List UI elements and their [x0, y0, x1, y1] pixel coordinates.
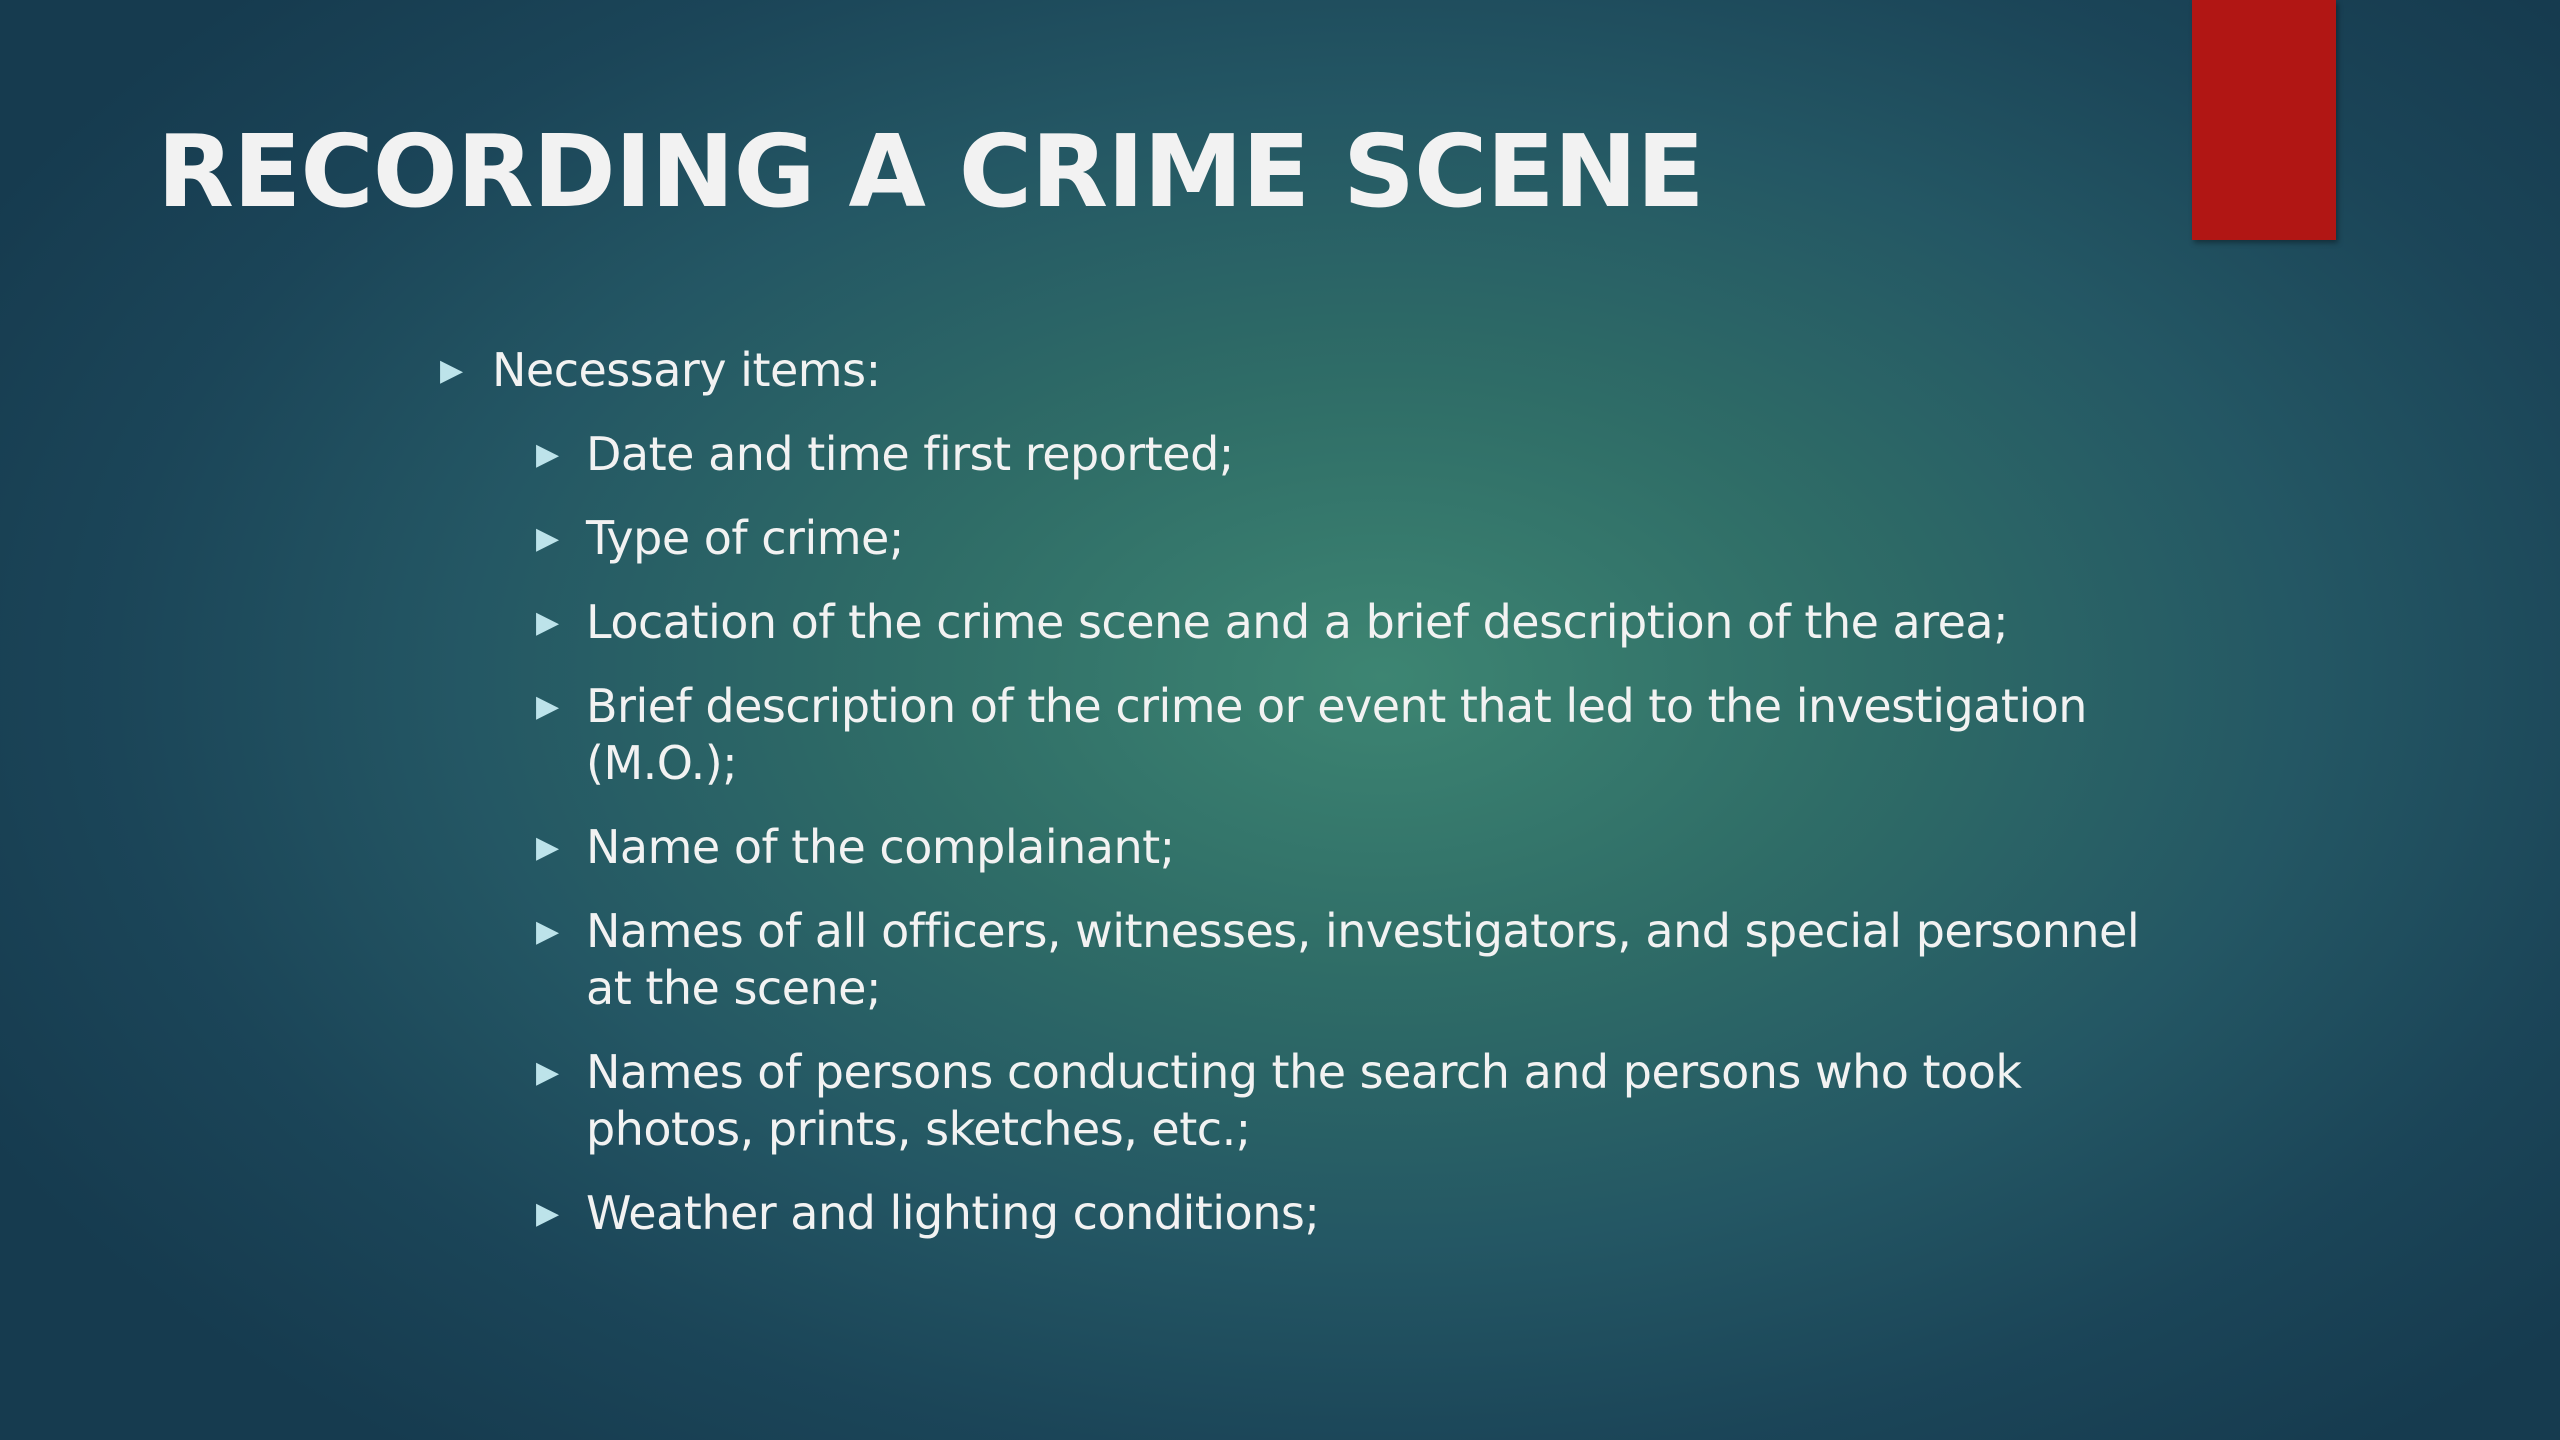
- sub-bullet-text: Name of the complainant;: [586, 820, 1175, 874]
- sub-bullet-text: Type of crime;: [586, 511, 904, 565]
- sub-bullet-item: [536, 426, 2140, 483]
- sub-bullet-item: [536, 1044, 2140, 1158]
- triangle-right-icon: ▶: [536, 914, 559, 949]
- bullet-text: Necessary items:: [492, 343, 881, 397]
- sub-bullet-text: Weather and lighting conditions;: [586, 1186, 1320, 1240]
- bullet-item-necessary-items: [440, 342, 2140, 399]
- triangle-right-icon: ▶: [536, 605, 559, 640]
- bullet-list: [440, 342, 2140, 1269]
- triangle-right-icon: ▶: [536, 1055, 559, 1090]
- sub-bullet-text: Brief description of the crime or event that led to the investigation (M.O.);: [586, 679, 2087, 790]
- sub-bullet-text: Date and time first reported;: [586, 427, 1234, 481]
- triangle-right-icon: ▶: [536, 689, 559, 724]
- sub-bullet-text: Names of persons conducting the search and persons who took photos, prints, sketches, etc.;: [586, 1045, 2022, 1156]
- slide-title: RECORDING A CRIME SCENE: [157, 113, 1704, 230]
- sub-bullet-item: [536, 903, 2140, 1017]
- sub-bullet-item: [536, 1185, 2140, 1242]
- sub-bullet-item: [536, 678, 2140, 792]
- triangle-right-icon: ▶: [536, 437, 559, 472]
- sub-bullet-text: Names of all officers, witnesses, investigators, and special personnel at the scene;: [586, 904, 2140, 1015]
- triangle-right-icon: ▶: [536, 830, 559, 865]
- triangle-right-icon: ▶: [536, 521, 559, 556]
- accent-bar: [2192, 0, 2336, 240]
- triangle-right-icon: ▶: [536, 1196, 559, 1231]
- sub-bullet-text: Location of the crime scene and a brief description of the area;: [586, 595, 2009, 649]
- sub-bullet-item: [536, 819, 2140, 876]
- sub-bullet-item: [536, 594, 2140, 651]
- triangle-right-icon: ▶: [440, 353, 463, 388]
- sub-bullet-item: [536, 510, 2140, 567]
